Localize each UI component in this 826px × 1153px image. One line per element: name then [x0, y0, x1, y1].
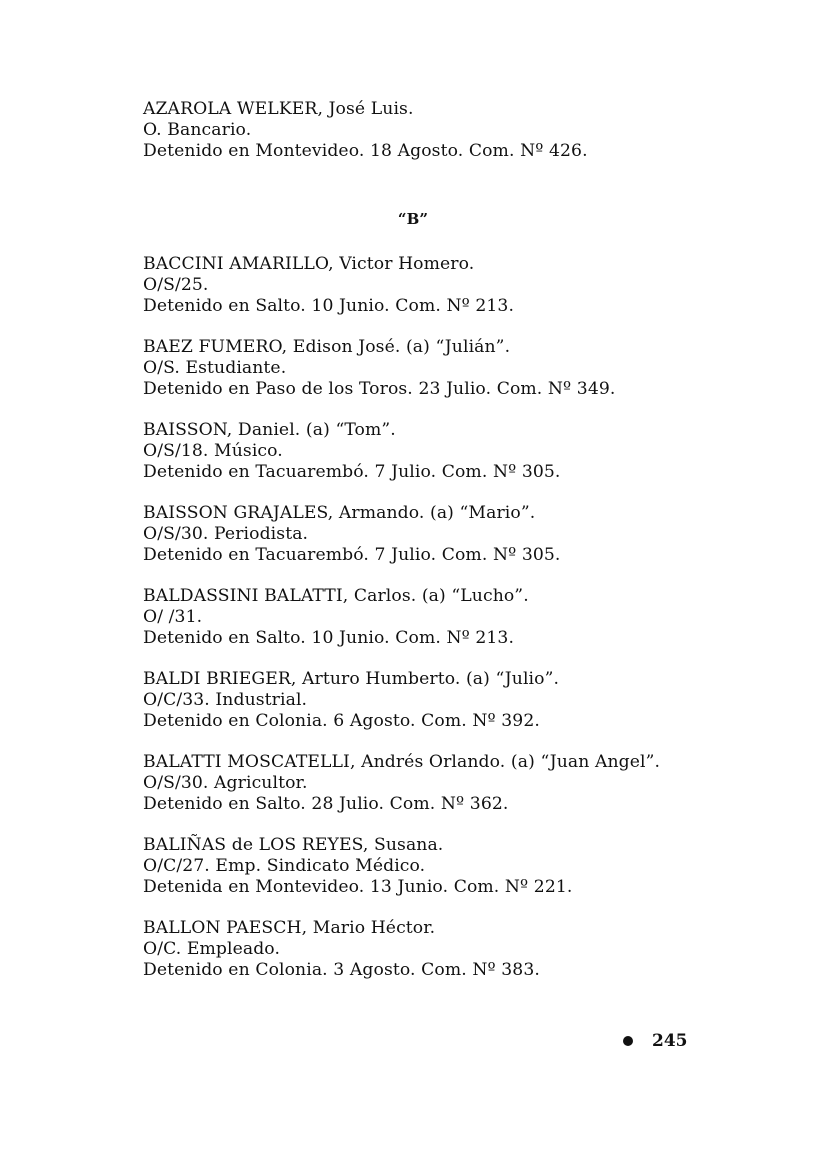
entry-detention: Detenido en Colonia. 6 Agosto. Com. Nº 392.: [143, 711, 540, 731]
list-item: [143, 835, 660, 898]
entry-detention: Detenido en Salto. 28 Julio. Com. Nº 362.: [143, 794, 509, 814]
entry-detention: Detenido en Salto. 10 Junio. Com. Nº 213.: [143, 296, 515, 316]
entry-name: BALATTI MOSCATELLI, Andrés Orlando. (a) “Juan Angel”.: [143, 752, 661, 772]
list-item: [143, 918, 660, 981]
page-footer: [623, 1031, 688, 1051]
list-item: [143, 337, 660, 400]
entry-detention: Detenido en Tacuarembó. 7 Julio. Com. Nº 305.: [143, 545, 561, 565]
list-item: [143, 669, 660, 732]
entry-detention: Detenido en Paso de los Toros. 23 Julio. Com. Nº 349.: [143, 379, 616, 399]
entry-info: O/S/30. Periodista.: [143, 524, 309, 544]
page-number: 245: [652, 1031, 688, 1051]
list-item: [143, 254, 660, 317]
entry-info: O/C/33. Industrial.: [143, 690, 308, 710]
entry-name: BALDASSINI BALATTI, Carlos. (a) “Lucho”.: [143, 586, 529, 606]
entry-info: O/S/18. Músico.: [143, 441, 283, 461]
entry-detention: Detenido en Montevideo. 18 Agosto. Com. Nº 426.: [143, 141, 588, 161]
entry-detention: Detenido en Tacuarembó. 7 Julio. Com. Nº 305.: [143, 462, 561, 482]
entry-detention: Detenido en Salto. 10 Junio. Com. Nº 213.: [143, 628, 515, 648]
entry-info: O. Bancario.: [143, 120, 252, 140]
entry-azarola-welker: [143, 99, 743, 162]
list-item: [143, 503, 660, 566]
entry-info: O/C. Empleado.: [143, 939, 281, 959]
list-item: [143, 752, 660, 815]
entry-name: BALIÑAS de LOS REYES, Susana.: [143, 835, 444, 855]
list-item: [143, 420, 660, 483]
entry-name: BACCINI AMARILLO, Victor Homero.: [143, 254, 475, 274]
entry-detention: Detenida en Montevideo. 13 Junio. Com. Nº 221.: [143, 877, 573, 897]
entry-name: BAISSON, Daniel. (a) “Tom”.: [143, 420, 396, 440]
entry-info: O/S/25.: [143, 275, 209, 295]
entry-info: O/C/27. Emp. Sindicato Médico.: [143, 856, 426, 876]
entry-name: BAISSON GRAJALES, Armando. (a) “Mario”.: [143, 503, 536, 523]
entry-info: O/ /31.: [143, 607, 203, 627]
section-heading-b: “B”: [397, 210, 429, 228]
page-text-block: [143, 99, 743, 980]
entry-detention: Detenido en Colonia. 3 Agosto. Com. Nº 383.: [143, 960, 540, 980]
entry-info: O/S/30. Agricultor.: [143, 773, 308, 793]
list-item: [143, 586, 660, 649]
entry-name: BALDI BRIEGER, Arturo Humberto. (a) “Julio”.: [143, 669, 560, 689]
entry-name: AZAROLA WELKER, José Luis.: [143, 99, 414, 119]
entry-name: BAEZ FUMERO, Edison José. (a) “Julián”.: [143, 337, 511, 357]
bullet-icon: [623, 1036, 633, 1046]
entry-info: O/S. Estudiante.: [143, 358, 287, 378]
entry-name: BALLON PAESCH, Mario Héctor.: [143, 918, 436, 938]
entries-list: [143, 254, 660, 1001]
